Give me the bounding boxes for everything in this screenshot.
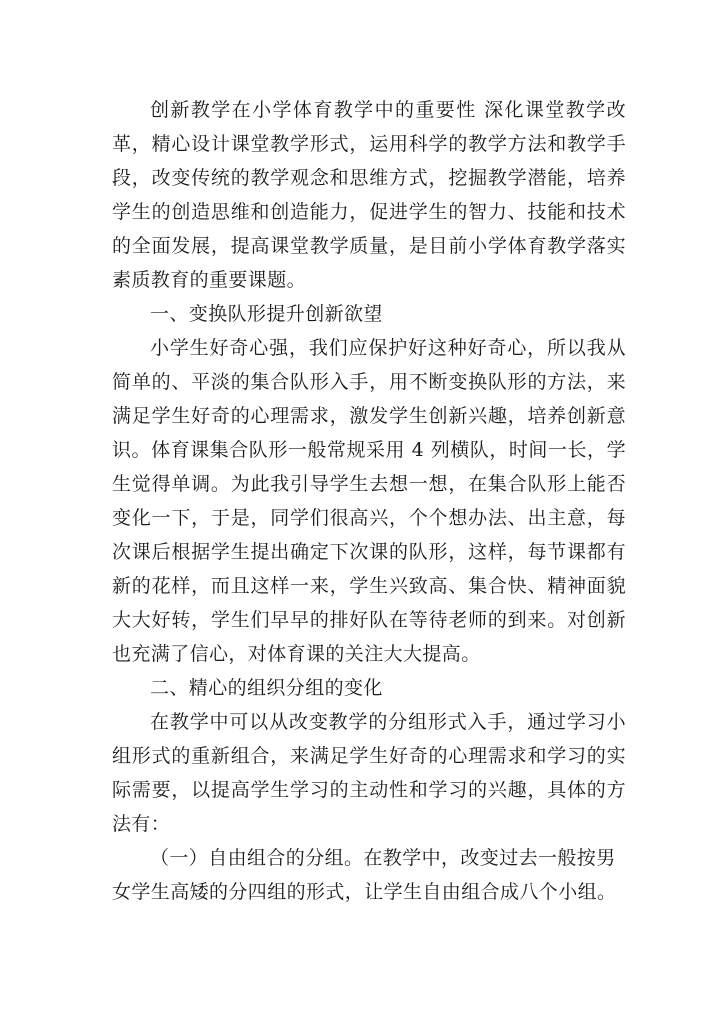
- section-heading-1: 一、变换队形提升创新欲望: [150, 303, 383, 325]
- intro-paragraph: 创新教学在小学体育教学中的重要性 深化课堂教学改革，精心设计课堂教学形式，运用科学的教学方法和教学手段，改变传统的教学观念和思维方式，挖掘教学潜能，培养学生的创造思维和创造能力，促进学生的智力、技能和技术的全面发展，提高课堂教学质量，是目前小学体育教学落实素质教育的重要课题。: [112, 99, 626, 291]
- section-heading-2: 二、精心的组织分组的变化: [150, 677, 383, 699]
- document-body: [112, 93, 626, 909]
- subsection-1-paragraph: （一）自由组合的分组。在教学中，改变过去一般按男女学生高矮的分四组的形式，让学生自由组合成八个小组。: [112, 847, 617, 903]
- section-2-paragraph: 在教学中可以从改变教学的分组形式入手，通过学习小组形式的重新组合，来满足学生好奇的心理需求和学习的实际需要，以提高学生学习的主动性和学习的兴趣，具体的方法有：: [112, 711, 626, 835]
- section-1-paragraph: 小学生好奇心强，我们应保护好这种好奇心，所以我从简单的、平淡的集合队形入手，用不断变换队形的方法，来满足学生好奇的心理需求，激发学生创新兴趣，培养创新意识。体育课集合队形一般常规采用 4 列横队，时间一长，学生觉得单调。为此我引导学生去想一想，在集合队形上能否变化一下，于是，同学们很高兴，个个想办法、出主意，每次课后根据学生提出确定下次课的队形，这样，每节课都有新的花样，而且这样一来，学生兴致高、集合快、精神面貌大大好转，学生们早早的排好队在等待老师的到来。对创新也充满了信心，对体育课的关注大大提高。: [112, 337, 626, 665]
